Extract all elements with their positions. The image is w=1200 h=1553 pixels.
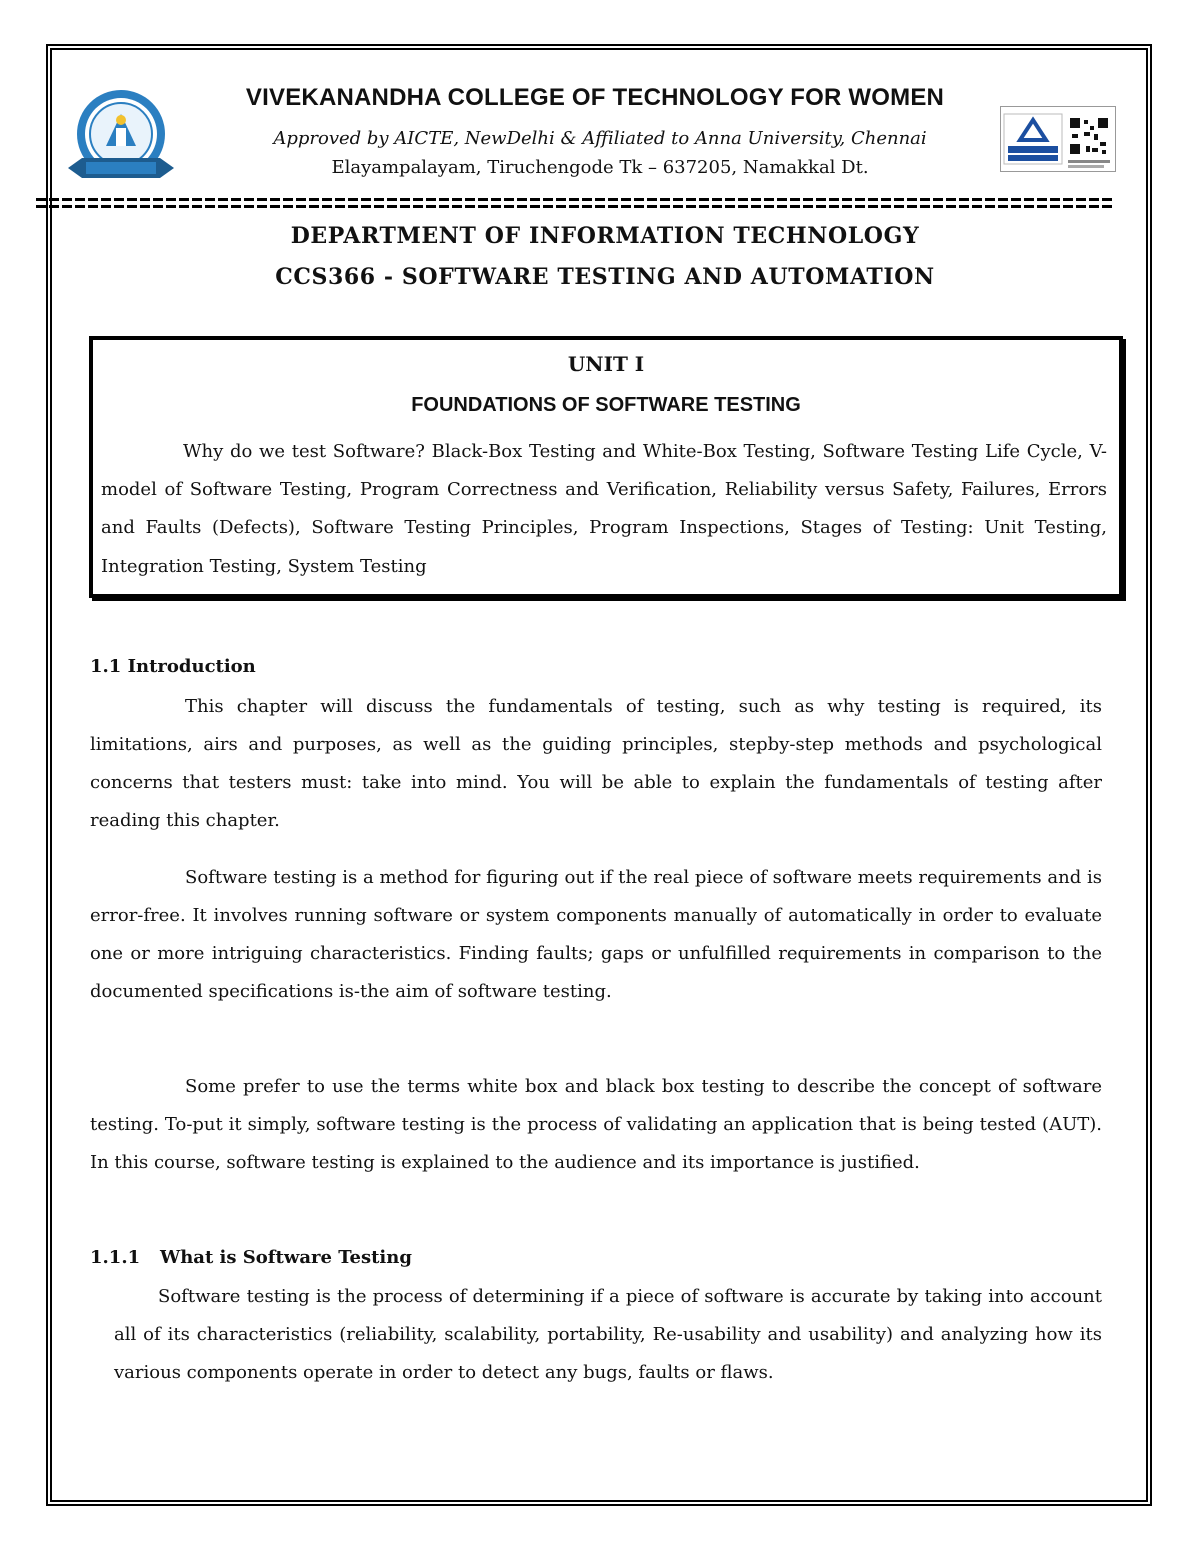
unit-title: UNIT I [567, 352, 645, 376]
unit-description: Why do we test Software? Black-Box Testing and White-Box Testing, Software Testing Life Cycle, V-model of Software Testing, Program Correctness and Verification, Reliability versus Safety, Failures, Errors and Faults (Defects), Software Testing Principles, Program Inspections, Stages of Testing: Unit Testing, Integration Testing, System Testing [101, 441, 1107, 577]
unit-subtitle: FOUNDATIONS OF SOFTWARE TESTING [411, 394, 801, 416]
unit-summary-box [89, 336, 1123, 598]
college-approval: Approved by AICTE, NewDelhi & Affiliated to Anna University, Chennai [273, 128, 927, 149]
section-heading: 1.1 Introduction [90, 656, 256, 677]
subsection-number: 1.1.1 [90, 1247, 141, 1268]
college-address: Elayampalayam, Tiruchengode Tk – 637205, Namakkal Dt. [331, 157, 869, 178]
paragraph: Some prefer to use the terms white box and black box testing to describe the concept of software testing. To-put it simply, software testing is the process of validating an application that is being tested (AUT). In this course, software testing is explained to the audience and its importance is justified. [90, 1076, 1102, 1173]
college-emblem-icon [62, 84, 180, 188]
header-divider [36, 198, 1112, 208]
tuv-certification-icon [1000, 106, 1116, 172]
course-title: CCS366 - SOFTWARE TESTING AND AUTOMATION [275, 264, 935, 290]
department-title: DEPARTMENT OF INFORMATION TECHNOLOGY [290, 223, 920, 249]
paragraph: Software testing is the process of determining if a piece of software is accurate by taking into account all of its characteristics (reliability, scalability, portability, Re-usability and usability) and analyzing how its various components operate in order to detect any bugs, faults or flaws. [114, 1286, 1102, 1383]
subsection-heading [90, 1247, 412, 1268]
certification-badge [1000, 106, 1116, 172]
subsection-title: What is Software Testing [160, 1247, 412, 1268]
paragraph: Software testing is a method for figuring out if the real piece of software meets requirements and is error-free. It involves running software or system components manually of automatically in order to evaluate one or more intriguing characteristics. Finding faults; gaps or unfulfilled requirements in comparison to the documented specifications is-the aim of software testing. [90, 867, 1102, 1002]
college-name: VIVEKANANDHA COLLEGE OF TECHNOLOGY FOR WOMEN [245, 84, 945, 111]
paragraph: This chapter will discuss the fundamentals of testing, such as why testing is required, its limitations, airs and purposes, as well as the guiding principles, stepby-step methods and psychological concerns that testers must: take into mind. You will be able to explain the fundamentals of testing after reading this chapter. [90, 696, 1102, 831]
